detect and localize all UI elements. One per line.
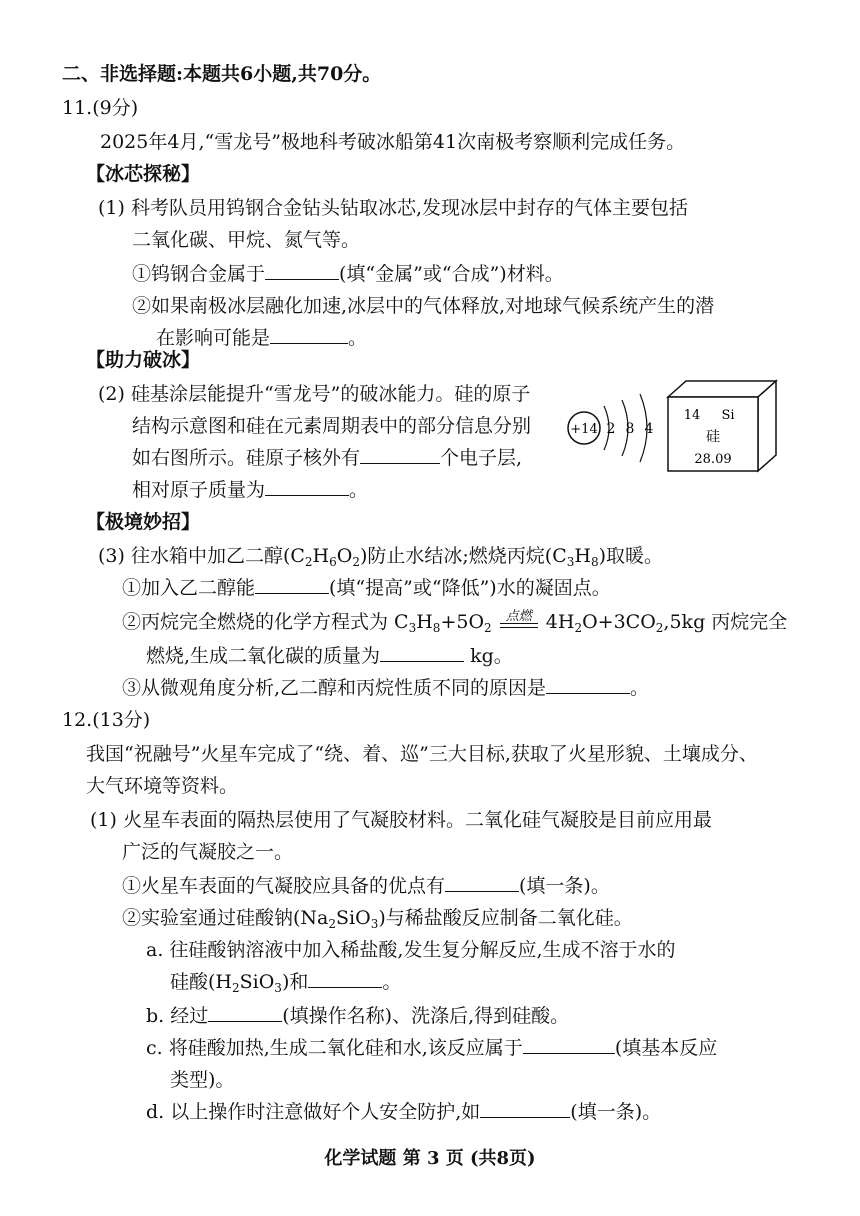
q12-a-line1: a. 往硅酸钠溶液中加入稀盐酸,发生复分解反应,生成不溶于水的: [146, 939, 676, 961]
reaction-line: [500, 627, 538, 628]
subscript: 3: [566, 555, 575, 569]
text: O+3CO: [582, 611, 656, 633]
answer-blank[interactable]: [265, 261, 339, 280]
q12-intro-line2: 大气环境等资料。: [86, 775, 239, 797]
q11-part3-c: [122, 674, 649, 702]
text: H: [312, 545, 330, 567]
text: c. 将硅酸加热,生成二氧化硅和水,该反应属于: [146, 1037, 523, 1059]
silicon-atom-structure-diagram: [566, 388, 666, 468]
page-footer: 化学试题 第 3 页 (共8页): [324, 1148, 536, 1169]
answer-blank[interactable]: [546, 675, 630, 694]
q11-intro: 2025年4月,“雪龙号”极地科考破冰船第41次南极考察顺利完成任务。: [100, 131, 686, 153]
text: )与稀盐酸反应制备二氧化硅。: [378, 907, 633, 929]
subscript: 3: [408, 621, 417, 635]
subscript: 2: [231, 981, 240, 995]
q11-part3-a-pre: ①加入乙二醇能: [122, 577, 256, 599]
q11-part1-b-line1: ②如果南极冰层融化加速,冰层中的气体释放,对地球气候系统产生的潜: [132, 295, 715, 317]
text: ②实验室通过硅酸钠(Na: [122, 907, 329, 929]
reaction-line: [500, 623, 538, 624]
q12-c-line1: [146, 1034, 717, 1062]
answer-blank[interactable]: [208, 1003, 282, 1022]
q11-part2-line3: [132, 444, 522, 472]
text: ③从微观角度分析,乙二醇和丙烷性质不同的原因是: [122, 677, 547, 699]
q11-tag-extreme: 【极境妙招】: [86, 511, 201, 533]
q11-part1-b-pre: 在影响可能是: [156, 327, 271, 349]
nucleus-charge: +14: [570, 422, 598, 437]
answer-blank[interactable]: [523, 1035, 615, 1054]
q11-part2-line4-pre: 相对原子质量为: [132, 479, 266, 501]
text: kg。: [464, 645, 513, 667]
element-symbol: Si: [721, 408, 735, 423]
answer-blank[interactable]: [270, 325, 348, 344]
q11-part2-line4-post: 。: [349, 479, 369, 501]
q11-part2-line3-pre: 如右图所示。硅原子核外有: [132, 447, 361, 469]
text: O: [336, 545, 353, 567]
text: 。: [382, 971, 402, 993]
q11-part2-line4: [132, 476, 368, 504]
text: +5O: [440, 611, 485, 633]
text: b. 经过: [146, 1005, 209, 1027]
q11-part1-a-pre: ①钨钢合金属于: [132, 263, 266, 285]
q11-part1-a: [132, 260, 564, 288]
q11-part3-a: [122, 574, 611, 602]
section-title: 二、非选择题:本题共6小题,共70分。: [62, 63, 382, 85]
subscript: 3: [274, 981, 282, 995]
q12-a-line2: [170, 968, 401, 996]
text: H: [574, 545, 591, 567]
subscript: 8: [590, 555, 599, 569]
q11-part3-a-post: (填“提高”或“降低”)水的凝固点。: [329, 577, 611, 599]
q11-part3-b-line1: [122, 608, 787, 639]
text: 4H: [545, 611, 575, 633]
q11-part1-line2: 二氧化碳、甲烷、氮气等。: [132, 229, 361, 251]
periodic-table-cell-silicon: [662, 375, 782, 475]
element-name: 硅: [706, 429, 720, 445]
text: ②丙烷完全燃烧的化学方程式为 C: [122, 611, 409, 633]
cube-side-face: [758, 381, 776, 471]
text: SiO: [336, 907, 371, 929]
text: SiO: [239, 971, 275, 993]
q12-part1-a: [122, 872, 610, 900]
text: )和: [281, 971, 309, 993]
subscript: 2: [352, 555, 360, 569]
text: ①火星车表面的气凝胶应具备的优点有: [122, 875, 446, 897]
shell-electrons-3: 4: [644, 421, 654, 437]
subscript: 2: [328, 917, 337, 931]
reaction-condition: 点燃: [505, 609, 532, 624]
q11-part2-line3-post: 个电子层,: [440, 447, 523, 469]
subscript: 2: [304, 555, 313, 569]
subscript: 2: [574, 621, 583, 635]
subscript: 8: [432, 621, 441, 635]
answer-blank[interactable]: [255, 575, 329, 594]
q11-part2-line1: (2) 硅基涂层能提升“雪龙号”的破冰能力。硅的原子: [98, 383, 531, 405]
shell-electrons-2: 8: [625, 421, 635, 437]
atomic-mass: 28.09: [694, 452, 732, 467]
text: 燃烧,生成二氧化碳的质量为: [146, 645, 381, 667]
text: (填操作名称)、洗涤后,得到硅酸。: [282, 1005, 570, 1027]
answer-blank[interactable]: [265, 477, 349, 496]
q11-part1-a-post: (填“金属”或“合成”)材料。: [339, 263, 564, 285]
text: 硅酸(H: [170, 971, 232, 993]
q11-tag-ice-breaking: 【助力破冰】: [86, 349, 201, 371]
q11-header: 11.(9分): [62, 97, 139, 119]
q11-tag-ice-core: 【冰芯探秘】: [86, 163, 201, 185]
shell-electrons-1: 2: [606, 421, 616, 437]
q11-part1-line1: (1) 科考队员用钨钢合金钻头钻取冰芯,发现冰层中封存的气体主要包括: [98, 197, 688, 219]
q12-part1-line1: (1) 火星车表面的隔热层使用了气凝胶材料。二氧化硅气凝胶是目前应用最: [90, 809, 712, 831]
subscript: 2: [655, 621, 664, 635]
text: 。: [630, 677, 650, 699]
q12-header: 12.(13分): [62, 709, 151, 731]
text: (填一条)。: [519, 875, 610, 897]
text: (3) 往水箱中加乙二醇(C: [98, 545, 305, 567]
answer-blank[interactable]: [480, 1099, 570, 1118]
q12-d: [146, 1098, 661, 1126]
q12-intro-line1: 我国“祝融号”火星车完成了“绕、着、巡”三大目标,获取了火星形貌、土壤成分、: [86, 743, 758, 765]
answer-blank[interactable]: [380, 643, 464, 662]
reaction-arrow: [498, 608, 540, 639]
q11-part3-line1: [98, 542, 663, 570]
text: (填一条)。: [570, 1101, 662, 1123]
q11-part2-line2: 结构示意图和硅在元素周期表中的部分信息分别: [132, 415, 532, 437]
subscript: 6: [329, 555, 337, 569]
text: )取暖。: [598, 545, 664, 567]
q12-part1-b: [122, 904, 633, 932]
q12-part1-line2: 广泛的气凝胶之一。: [122, 841, 294, 863]
answer-blank[interactable]: [308, 969, 382, 988]
text: H: [416, 611, 433, 633]
q11-part3-b-line2: [146, 642, 513, 670]
text: d. 以上操作时注意做好个人安全防护,如: [146, 1101, 481, 1123]
text: )防止水结冰;燃烧丙烷(C: [359, 545, 567, 567]
text: ,5kg 丙烷完全: [663, 611, 788, 633]
q12-b: [146, 1002, 569, 1030]
q11-part1-b-post: 。: [348, 327, 368, 349]
text: (填基本反应: [614, 1037, 718, 1059]
answer-blank[interactable]: [360, 445, 440, 464]
atomic-number: 14: [683, 408, 701, 423]
subscript: 3: [370, 917, 379, 931]
answer-blank[interactable]: [445, 873, 519, 892]
q12-c-line2: 类型)。: [170, 1069, 235, 1091]
subscript: 2: [484, 621, 492, 635]
